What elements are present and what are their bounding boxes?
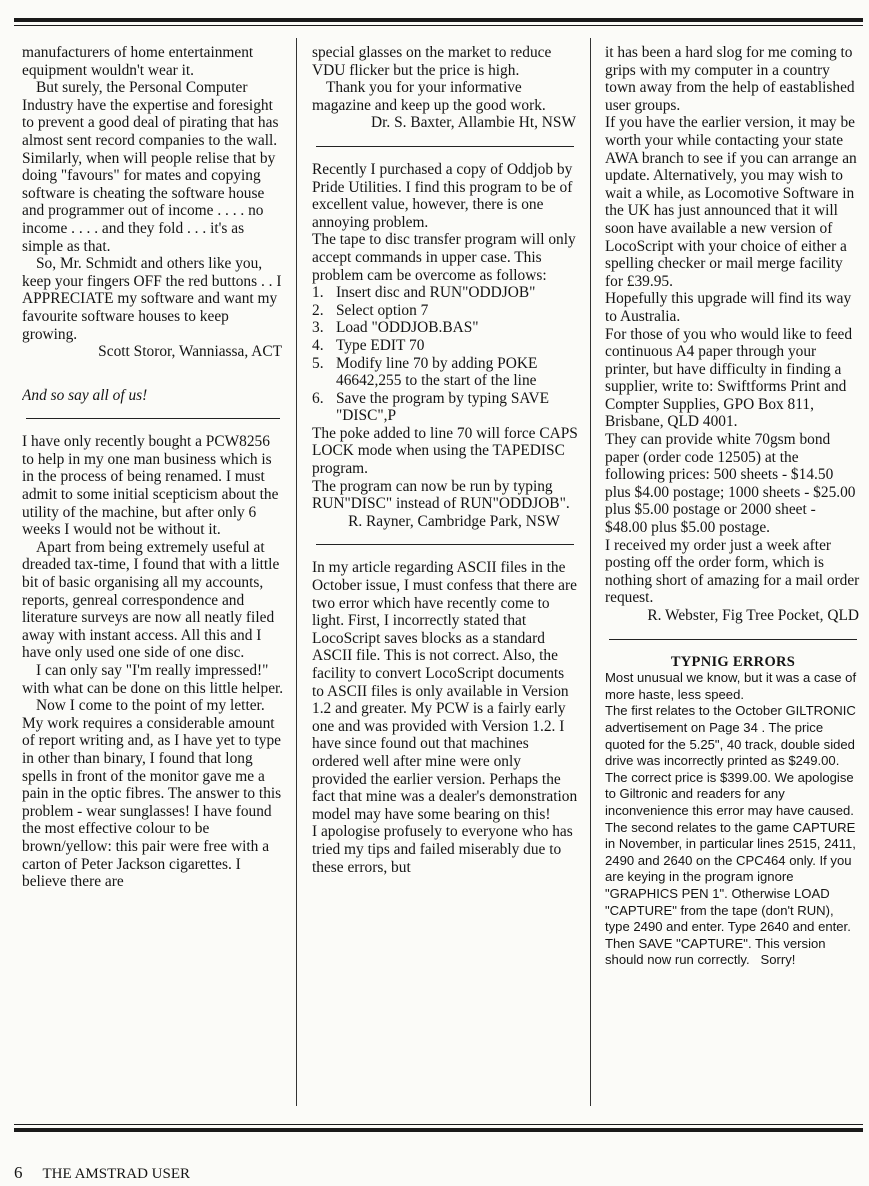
instruction-list: [312, 284, 578, 425]
list-item: 4. Type EDIT 70: [312, 336, 425, 354]
column-1: [22, 44, 284, 1110]
bottom-rule: [14, 1124, 863, 1125]
letter-text: But surely, the Personal Computer Industry have the expertise and foresight to prevent a good deal of pirating that has almost sent record companies to the wall. Similarly, when will people relise that by doing "favours" for mates and copying software is cheating the software house and programmer out of income . . . . no income . . . . and they fold . . . it's as simple as that.: [22, 79, 279, 255]
letter-text: Thank you for your informative magazine and keep up the good work.: [312, 79, 546, 114]
magazine-name: THE AMSTRAD USER: [42, 1166, 191, 1182]
errata-text: Most unusual we know, but it was a case of more haste, less speed.: [605, 670, 857, 702]
column-2: [312, 44, 578, 1110]
letter-text: The program can now be run by typing RUN"DISC" instead of RUN"ODDJOB".: [312, 477, 570, 513]
list-item: 2. Select option 7: [312, 301, 429, 319]
list-item: 3. Load "ODDJOB.BAS": [312, 319, 479, 337]
errata-text: The second relates to the game CAPTURE in November, in particular lines 2515, 2411, 2490 and 2640 on the CPC464 only. If you are keying in the program ignore "GRAPHICS PEN 1". Otherwise LOAD "CAPTURE" from the tape (don't RUN), type 2490 and enter. Type 2640 and enter. Then SAVE "CAPTURE". This version should now run correctly. Sorry!: [605, 819, 856, 968]
letter-signature: R. Rayner, Cambridge Park, NSW: [348, 512, 560, 530]
letter-text: special glasses on the market to reduce VDU flicker but the price is high.: [312, 44, 552, 79]
list-item: 6. Save the program by typing SAVE "DISC",P: [312, 389, 550, 425]
column-3: [605, 44, 861, 1110]
errata-text: The first relates to the October GILTRONIC advertisement on Page 34 . The price quoted for the 5.25", 40 track, double sided drive was incorrectly printed as $249.00. The correct price is $399.00. We apologise to Giltronic and readers for any inconvenience this error may have caused.: [605, 703, 856, 818]
letter-text: Now I come to the point of my letter. My work requires a considerable amount of report writing and, as I have yet to type in other than binary, I found that long spells in front of the monitor gave me a pain in the optic fibres. The answer to this problem - wear sunglasses! I have found the most effective colour to be brown/yellow: this pair were free with a carton of Peter Jackson cigarettes. I believe there are: [22, 697, 282, 891]
editor-note: And so say all of us!: [22, 386, 148, 404]
letter-text: it has been a hard slog for me coming to grips with my computer in a country town away from the help of eastablished user groups.: [605, 44, 855, 114]
letter-text: Apart from being extremely useful at dreaded tax-time, I found that with a little bit of basic organising all my accounts, reports, genreal correspondence and literature surveys are now all neatly filed away with instant access. All this and I have only used one side of one disc.: [22, 538, 280, 662]
top-rule: [14, 18, 863, 22]
letter-signature: Dr. S. Baxter, Allambie Ht, NSW: [371, 114, 576, 132]
letter-text: The poke added to line 70 will force CAPS LOCK mode when using the TAPEDISC program.: [312, 424, 578, 478]
letter-separator: [26, 418, 280, 419]
list-item: 5. Modify line 70 by adding POKE 46642,255 to the start of the line: [312, 354, 538, 390]
page-number: 6: [14, 1163, 23, 1182]
errata-heading: TYPNIG ERRORS: [670, 653, 796, 670]
column-divider: [590, 38, 591, 1106]
errata-box: [605, 654, 861, 969]
letter-signature: R. Webster, Fig Tree Pocket, QLD: [647, 607, 859, 624]
letter-text: If you have the earlier version, it may be worth your while contacting your state AWA branch to see if you can arrange an update. Alternatively, you may wish to wait a while, as Locomotive Software in the UK has just announced that it will soon have available a new version of LocoScript with your choice of either a spelling checker or mail merge facility for £39.95.: [605, 114, 857, 290]
letter-text: They can provide white 70gsm bond paper (order code 12505) at the following prices: 500 sheets - $14.50 plus $4.00 postage; 1000 sheets - $25.00 plus $5.00 postage or 2000 sheet - $48.00 plus $5.00 postage.: [605, 431, 856, 537]
page-footer: [14, 1163, 190, 1183]
letter-text: In my article regarding ASCII files in the October issue, I must confess that there are two error which have recently come to light. First, I incorrectly stated that LocoScript saves blocks as a standard ASCII file. This is not correct. Also, the facility to convert LocoScript documents to ASCII files is only available in Version 1.2 and greater. My PCW is a fairly early one and was provided with Version 1.2. I have since found out that machines ordered well after mine were only provided the earlier version. Perhaps the fact that mine was a dealer's demonstration model may have some bearing on this!: [312, 559, 578, 823]
letter-text: I have only recently bought a PCW8256 to help in my one man business which is in the process of being renamed. I must admit to some initial scepticism about the utility of the machine, but after only 6 weeks I would not be without it.: [22, 433, 279, 539]
letter-text: manufacturers of home entertainment equipment wouldn't wear it.: [22, 44, 254, 79]
letter-text: The tape to disc transfer program will only accept commands in upper case. This problem cam be overcome as follows:: [312, 231, 576, 284]
letter-text: Hopefully this upgrade will find its way to Australia.: [605, 290, 852, 325]
letter-text: Recently I purchased a copy of Oddjob by Pride Utilities. I find this program to be of excellent value, however, there is one annoying problem.: [312, 160, 573, 231]
letter-separator: [609, 639, 857, 640]
letter-text: I can only say "I'm really impressed!" with what can be done on this little helper.: [22, 662, 284, 697]
column-divider: [296, 38, 297, 1106]
letter-separator: [316, 544, 574, 545]
errata-sorry: Sorry!: [760, 952, 796, 968]
letter-text: I received my order just a week after posting off the order form, which is nothing short of amazing for a mail order request.: [605, 536, 860, 607]
letter-text: I apologise profusely to everyone who has tried my tips and failed miserably due to these errors, but: [312, 823, 573, 876]
letter-signature: Scott Storor, Wanniassa, ACT: [98, 343, 282, 361]
letter-text: For those of you who would like to feed continuous A4 paper through your printer, but have difficulty in finding a supplier, write to: Swiftforms Print and Compter Supplies, GPO Box 811, Brisbane, QLD 4001.: [605, 325, 853, 431]
letter-separator: [316, 146, 574, 147]
list-item: 1. Insert disc and RUN"ODDJOB": [312, 284, 536, 302]
letter-text: So, Mr. Schmidt and others like you, keep your fingers OFF the red buttons . . I APPRECIATE my software and want my favourite software houses to keep growing.: [22, 255, 282, 343]
